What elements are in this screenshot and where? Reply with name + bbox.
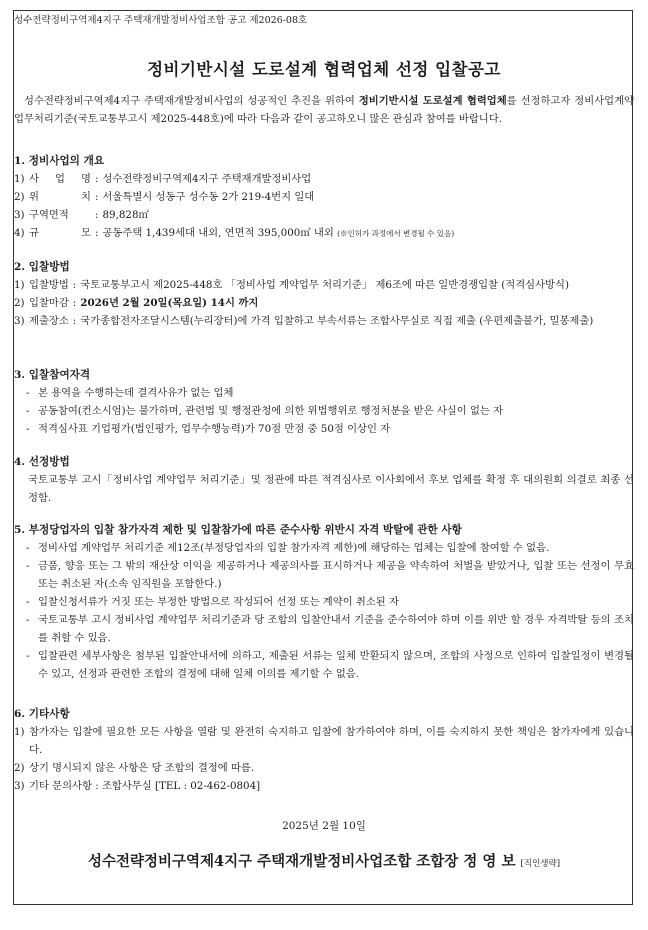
section-eligibility [14,366,634,438]
list-item: 1) 사 업 명 : 성수전략정비구역제4지구 주택재개발정비사업 [14,173,312,185]
notice-number: 성수전략정비구역제4지구 주택재개발정비사업조합 공고 제2026-08호 [14,15,308,26]
list-item: 1) 참가자는 입찰에 필요한 모든 사항을 열람 및 완전히 숙지하고 입찰에 참가하여야 하며, 이를 숙지하지 못한 책임은 참가자에게 있습니다. [14,726,634,756]
footnote: (※인허가 과정에서 변경될 수 있음) [337,229,455,238]
section-misc [14,705,634,795]
list-item: - 금품, 향응 또는 그 밖의 재산상 이익을 제공하거나 제공의사를 표시하거나 제공을 약속하여 처벌을 받았거나, 입찰 또는 선정이 무효 또는 취소된 자(소속 임직원을 포함한다.) [26,560,634,590]
list-item: 3) 제출장소 : 국가종합전자조달시스템(누리장터)에 가격 입찰하고 부속서류는 조합사무실로 직접 제출 (우편제출불가, 밀봉제출) [14,315,594,327]
section-overview [14,152,634,243]
section-title: 2. 입찰방법 [14,261,70,273]
section-title: 1. 정비사업의 개요 [14,155,105,167]
list-item: - 적격심사표 기업평가(법인평가, 업무수행능력)가 70점 만점 중 50점 이상인 자 [26,423,391,435]
list-item: - 공동참여(컨소시엄)는 불가하며, 관련법 및 행정관청에 의한 위법행위로 행정처분을 받은 사실이 없는 자 [26,405,504,417]
list-item: 2) 입찰마감 : 2026년 2월 20일(목요일) 14시 까지 [14,294,634,312]
seal-note: [직인생략] [520,859,561,869]
signature-org: 성수전략정비구역제4지구 주택재개발정비사업조합 조합장 정 영 보 [87,853,516,870]
paragraph: 국토교통부 고시「정비사업 계약업무 처리기준」및 정관에 따른 적격심사로 이사회에서 후보 업체를 확정 후 대의원회 의결로 최종 선정함. [28,474,634,504]
intro-paragraph: 성수전략정비구역제4지구 주택재개발정비사업의 성공적인 추진을 위하여 정비기반시설 도로설계 협력업체를 선정하고자 정비사업계약업무처리기준(국토교통부고시 제2025-448호)에 따라 다음과 같이 공고하오니 많은 관심과 참여를 바랍니다. [14,95,634,125]
page-title: 정비기반시설 도로설계 협력업체 선정 입찰공고 [147,60,501,79]
list-item: 4) 규 모 : 공동주택 1,439세대 내외, 연면적 395,000㎡ 내외 (※인허가 과정에서 변경될 수 있음) [14,227,455,239]
list-item: - 국토교통부 고시 정비사업 계약업무 처리기준과 당 조합의 입찰안내서 기준을 준수하여야 하며 이를 위반 할 경우 자격박탈 등의 조치를 취할 수 있음. [26,614,634,644]
section-title: 3. 입찰참여자격 [14,369,91,381]
section-selection-method [14,453,634,507]
section-disqualification [14,521,634,683]
list-item: 3) 기타 문의사항 : 조합사무실 [TEL : 02-462-0804] [14,780,261,792]
list-item: 2) 위 치 : 서울특별시 성동구 성수동 2가 219-4번지 일대 [14,191,315,203]
signature-line [0,850,648,871]
intro-bold-phrase: 정비기반시설 도로설계 협력업체 [358,95,507,107]
list-item: 2) 상기 명시되지 않은 사항은 당 조합의 결정에 따름. [14,762,255,774]
list-item: - 입찰신청서류가 거짓 또는 부정한 방법으로 작성되어 선정 또는 계약이 취소된 자 [26,596,399,608]
list-item: - 정비사업 계약업무 처리기준 제12조(부정당업자의 입찰 참가자격 제한)에 해당하는 업체는 입찰에 참여할 수 없음. [26,542,550,554]
notice-date: 2025년 2월 10일 [282,820,366,832]
section-title: 4. 선정방법 [14,456,70,468]
list-item: 3) 구역면적 : 89,828㎡ [14,209,149,221]
section-title: 6. 기타사항 [14,708,70,720]
list-item: - 본 용역을 수행하는데 결격사유가 없는 업체 [26,387,234,399]
section-bidding-method [14,258,634,330]
section-title: 5. 부정당업자의 입찰 참가자격 제한 및 입찰참가에 따른 준수사항 위반시 자격 박탈에 관한 사항 [14,524,462,536]
list-item: - 입찰관련 세부사항은 첨부된 입찰안내서에 의하고, 제출된 서류는 일체 반환되지 않으며, 조합의 사정으로 인하여 입찰일정이 변경될 수 있고, 선정과 관련한 조합의 결정에 대해 일체 이의를 제기할 수 없음. [26,650,634,680]
deadline-text: 2026년 2월 20일(목요일) 14시 까지 [80,297,259,309]
list-item: 1) 입찰방법 : 국토교통부고시 제2025-448호 「정비사업 계약업무 처리기준」 제6조에 따른 일반경쟁입찰 (적격심사방식) [14,279,569,291]
